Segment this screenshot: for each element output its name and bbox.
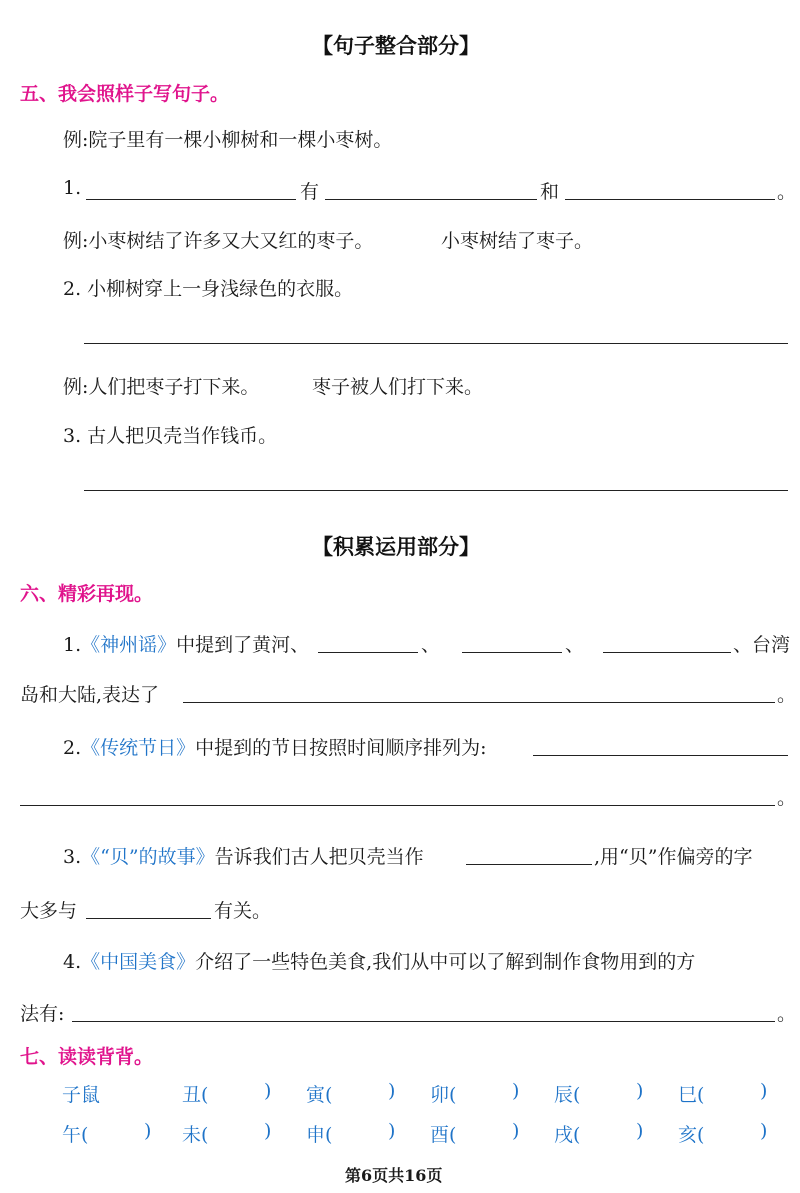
q5-item1-word-he: 和: [540, 181, 560, 203]
q6-item1-text-3: 岛和大陆,表达了: [20, 684, 160, 706]
q7-heading: 七、读读背背。: [20, 1046, 154, 1068]
q6-item4-end: 。: [777, 1003, 797, 1025]
q5-item1-blank-2[interactable]: [325, 199, 537, 200]
q5-example-3a: 例:人们把枣子打下来。: [63, 376, 260, 398]
q5-item1-num: 1.: [63, 177, 82, 199]
zodiac-xu: 戌(: [554, 1124, 581, 1146]
q5-example-1: 例:院子里有一棵小柳树和一棵小枣树。: [63, 129, 393, 151]
zodiac-si-close: ): [760, 1080, 768, 1102]
zodiac-yin-close: ): [388, 1080, 396, 1102]
zodiac-xu-close: ): [636, 1120, 644, 1142]
q6-item4-text: 介绍了一些特色美食,我们从中可以了解到制作食物用到的方: [195, 951, 696, 973]
q5-item3: 3. 古人把贝壳当作钱币。: [63, 425, 278, 447]
q6-item2: [63, 733, 487, 760]
q6-item1-blank-2[interactable]: [462, 652, 562, 653]
q6-item3-num: 3.: [63, 846, 82, 868]
q6-item1-end: 。: [777, 684, 797, 706]
zodiac-wu-close: ): [144, 1120, 152, 1142]
zodiac-hai-close: ): [760, 1120, 768, 1142]
q6-item2-end: 。: [777, 787, 797, 809]
q6-item3: [63, 842, 424, 869]
zodiac-shen: 申(: [306, 1124, 333, 1146]
q6-item1-sep-1: 、: [421, 634, 441, 656]
section-title-accumulation: 【积累运用部分】: [312, 534, 480, 559]
zodiac-wei-close: ): [264, 1120, 272, 1142]
q5-example-2a: 例:小枣树结了许多又大又红的枣子。: [63, 230, 374, 252]
q5-item2-answer-line[interactable]: [84, 343, 788, 344]
q6-item3-blank-2[interactable]: [86, 918, 211, 919]
zodiac-hai: 亥(: [678, 1124, 705, 1146]
q6-item1-num: 1.: [63, 634, 82, 656]
q5-item2: 2. 小柳树穿上一身浅绿色的衣服。: [63, 278, 354, 300]
q6-item1-blank-1[interactable]: [318, 652, 418, 653]
q5-example-3b: 枣子被人们打下来。: [312, 376, 484, 398]
zodiac-chou-close: ): [264, 1080, 272, 1102]
q6-item4-num: 4.: [63, 951, 82, 973]
q5-item1-word-you: 有: [300, 181, 320, 203]
q6-item3-text-4: 有关。: [214, 900, 272, 922]
q6-item2-blank-1[interactable]: [533, 755, 788, 756]
q6-item3-text-2: ,用“贝”作偏旁的字: [594, 846, 753, 868]
q5-item1-blank-1[interactable]: [86, 199, 296, 200]
q6-item4-text-2: 法有:: [20, 1003, 65, 1025]
zodiac-mao-close: ): [512, 1080, 520, 1102]
q6-item1-blank-4[interactable]: [183, 702, 775, 703]
q6-heading: 六、精彩再现。: [20, 583, 154, 605]
q6-item1-text-2: 、台湾: [733, 634, 791, 656]
page-footer: 第6页共16页: [345, 1166, 443, 1185]
q6-item2-text: 中提到的节日按照时间顺序排列为:: [195, 737, 487, 759]
q6-item2-book: 《传统节日》: [81, 737, 196, 759]
q6-item4-blank[interactable]: [72, 1021, 775, 1022]
q6-item1-sep-2: 、: [565, 634, 585, 656]
q5-heading: 五、我会照样子写句子。: [20, 83, 230, 105]
q5-item1-end: 。: [777, 181, 797, 203]
zodiac-chen: 辰(: [554, 1084, 581, 1106]
section-title-sentence: 【句子整合部分】: [312, 33, 480, 58]
zodiac-yin: 寅(: [306, 1084, 333, 1106]
q6-item4-book: 《中国美食》: [81, 951, 196, 973]
q5-example-2b: 小枣树结了枣子。: [441, 230, 594, 252]
zodiac-shen-close: ): [388, 1120, 396, 1142]
q6-item1: [63, 630, 309, 657]
zodiac-chen-close: ): [636, 1080, 644, 1102]
q5-item3-answer-line[interactable]: [84, 490, 788, 491]
q6-item3-text-3: 大多与: [20, 900, 78, 922]
zodiac-chou: 丑(: [182, 1084, 209, 1106]
zodiac-you-close: ): [512, 1120, 520, 1142]
zodiac-si: 巳(: [678, 1084, 705, 1106]
q6-item3-blank-1[interactable]: [466, 864, 592, 865]
q6-item3-book: 《“贝”的故事》: [81, 846, 215, 868]
zodiac-wu: 午(: [62, 1124, 89, 1146]
zodiac-you: 酉(: [430, 1124, 457, 1146]
q6-item1-book: 《神州谣》: [81, 634, 177, 656]
q6-item1-blank-3[interactable]: [603, 652, 731, 653]
q6-item4: [63, 947, 695, 974]
q6-item2-blank-2[interactable]: [20, 805, 775, 806]
zodiac-mao: 卯(: [430, 1084, 457, 1106]
q5-item1-blank-3[interactable]: [565, 199, 775, 200]
zodiac-wei: 未(: [182, 1124, 209, 1146]
q6-item1-text: 中提到了黄河、: [176, 634, 310, 656]
zodiac-zi: 子鼠: [62, 1084, 101, 1106]
q6-item3-text: 告诉我们古人把贝壳当作: [214, 846, 424, 868]
q6-item2-num: 2.: [63, 737, 82, 759]
